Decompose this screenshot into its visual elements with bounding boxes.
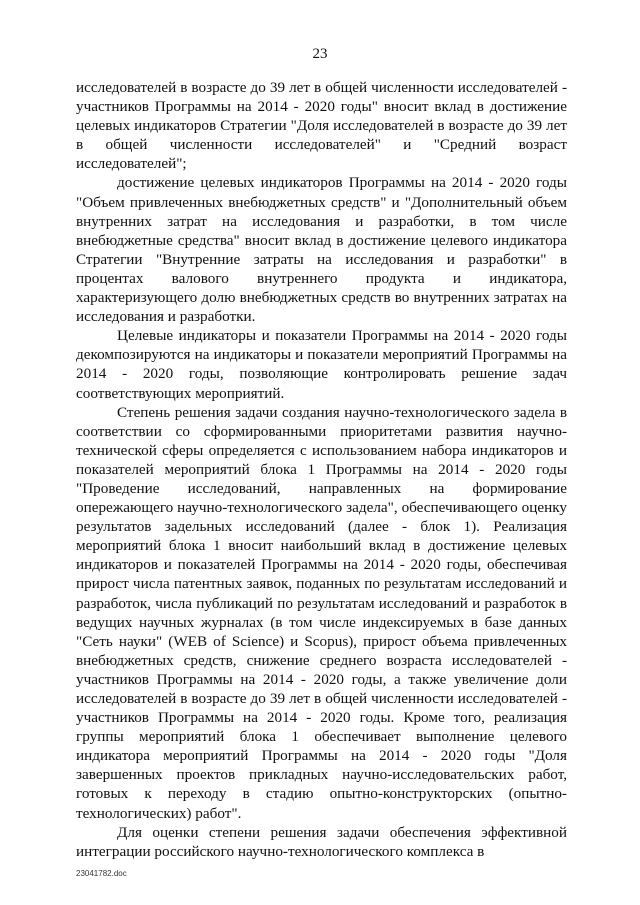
paragraph: Целевые индикаторы и показатели Программы на 2014 - 2020 годы декомпозируются на индикаторы и показатели мероприятий Программы на 2014 - 2020 годы, позволяющие контролировать решение задач соответствующих мероприятий. (76, 327, 567, 402)
document-file-code: 23041782.doc (76, 869, 127, 878)
paragraph: достижение целевых индикаторов Программы на 2014 - 2020 годы "Объем привлеченных внебюджетных средств" и "Дополнительный объем внутренних затрат на исследования и разработки, в том числе внебюджетные средства" вносит вклад в достижение целевого индикатора Стратегии "Внутренние затраты на исследования и разработки" в процентах валового внутреннего продукта и индикатора, характеризующего долю внебюджетных средств во внутренних затратах на исследования и разработки. (76, 174, 567, 326)
page-number: 23 (312, 46, 328, 62)
document-body (76, 78, 567, 861)
paragraph: Степень решения задачи создания научно-технологического задела в соответствии со сформированными приоритетами развития научно-технической сферы определяется с использованием набора индикаторов и показателей мероприятий блока 1 Программы на 2014 - 2020 годы "Проведение исследований, направленных на формирование опережающего научно-технологического задела", обеспечивающего оценку результатов задельных исследований (далее - блок 1). Реализация мероприятий блока 1 вносит наибольший вклад в достижение целевых индикаторов и показателей Программы на 2014 - 2020 годы, обеспечивая прирост числа патентных заявок, поданных по результатам исследований и разработок, числа публикаций по результатам исследований и разработок в ведущих научных журналах (в том числе индексируемых в базе данных "Сеть науки" (WEB of Science) и Scopus), прирост объема привлеченных внебюджетных средств, снижение среднего возраста исследователей - участников Программы на 2014 - 2020 годы, а также увеличение доли исследователей в возрасте до 39 лет в общей численности исследователей - участников Программы на 2014 - 2020 годы. Кроме того, реализация группы мероприятий блока 1 обеспечивает выполнение целевого индикатора мероприятий Программы на 2014 - 2020 годы "Доля завершенных проектов прикладных научно-исследовательских работ, готовых к переходу в стадию опытно-конструкторских (опытно-технологических) работ". (76, 403, 567, 822)
paragraph: Для оценки степени решения задачи обеспечения эффективной интеграции российского научно-технологического комплекса в (76, 823, 567, 860)
paragraph: исследователей в возрасте до 39 лет в общей численности исследователей - участников Программы на 2014 - 2020 годы" вносит вклад в достижение целевых индикаторов Стратегии "Доля исследователей в возрасте до 39 лет в общей численности исследователей" и "Средний возраст исследователей"; (76, 79, 567, 173)
